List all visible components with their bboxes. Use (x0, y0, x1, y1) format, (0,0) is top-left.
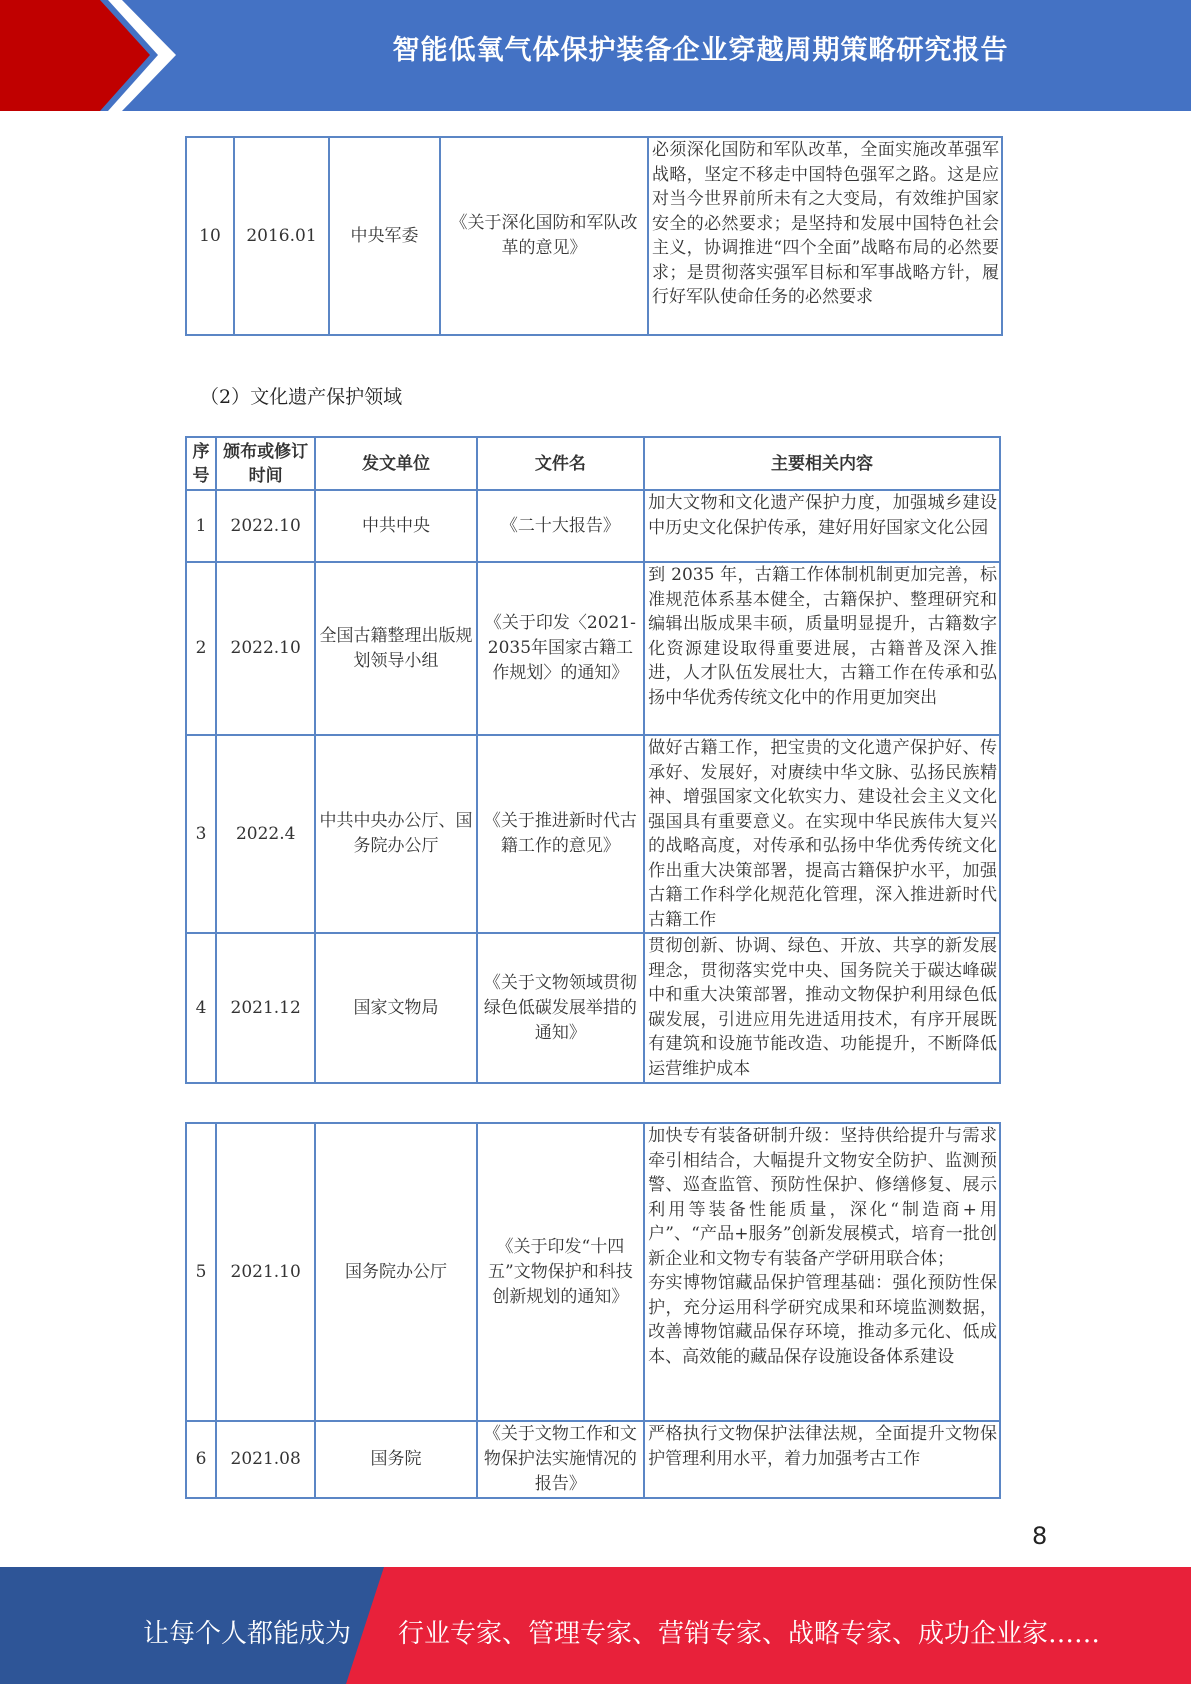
row-number: 5 (186, 1123, 216, 1421)
row-number: 3 (186, 735, 216, 933)
row-number: 10 (186, 137, 234, 335)
table-row (186, 1123, 1000, 1421)
report-title: 智能低氧气体保护装备企业穿越周期策略研究报告 (392, 35, 1009, 66)
table-row (186, 562, 1000, 735)
row-document: 《关于印发“十四五”文物保护和科技创新规划的通知》 (477, 1123, 644, 1421)
policy-table-heritage (185, 436, 1001, 1084)
table-header-row (186, 437, 1000, 490)
row-document: 《关于深化国防和军队改革的意见》 (440, 137, 648, 335)
table-row (186, 933, 1000, 1083)
col-header-date: 颁布或修订时间 (216, 437, 315, 490)
policy-table-defense (185, 136, 1003, 336)
row-document: 《关于印发〈2021-2035年国家古籍工作规划〉的通知》 (477, 562, 644, 735)
row-content: 必须深化国防和军队改革，全面实施改革强军战略，坚定不移走中国特色强军之路。这是应对当今世界前所未有之大变局，有效维护国家安全的必然要求；是坚持和发展中国特色社会主义，协调推进“四个全面”战略布局的必然要求；是贯彻落实强军目标和军事战略方针，履行好军队使命任务的必然要求 (648, 137, 1002, 335)
row-org: 国务院 (315, 1421, 476, 1498)
row-org: 全国古籍整理出版规划领导小组 (315, 562, 476, 735)
row-document: 《关于推进新时代古籍工作的意见》 (477, 735, 644, 933)
row-date: 2016.01 (234, 137, 329, 335)
row-date: 2022.4 (216, 735, 315, 933)
content-paragraph: 夯实博物馆藏品保护管理基础：强化预防性保护，充分运用科学研究成果和环境监测数据，改善博物馆藏品保存环境，推动多元化、低成本、高效能的藏品保存设施设备体系建设 (648, 1273, 997, 1367)
row-date: 2021.08 (216, 1421, 315, 1498)
table-clip (185, 1122, 1005, 1494)
row-number: 6 (186, 1421, 216, 1498)
col-header-document: 文件名 (477, 437, 644, 490)
table-row (186, 137, 1002, 335)
table-row (186, 490, 1000, 562)
row-content: 做好古籍工作，把宝贵的文化遗产保护好、传承好、发展好，对赓续中华文脉、弘扬民族精神、增强国家文化软实力、建设社会主义文化强国具有重要意义。在实现中华民族伟大复兴的战略高度，对传承和弘扬中华优秀传统文化作出重大决策部署，提高古籍保护水平，加强古籍工作科学化规范化管理，深入推进新时代古籍工作 (644, 735, 1000, 933)
table-row (186, 1421, 1000, 1498)
table-row (186, 735, 1000, 933)
row-date: 2021.12 (216, 933, 315, 1083)
row-org: 中央军委 (329, 137, 440, 335)
row-date: 2022.10 (216, 490, 315, 562)
row-document: 《二十大报告》 (477, 490, 644, 562)
col-header-content: 主要相关内容 (644, 437, 1000, 490)
row-content: 贯彻创新、协调、绿色、开放、共享的新发展理念，贯彻落实党中央、国务院关于碳达峰碳中和重大决策部署，推动文物保护利用绿色低碳发展，引进应用先进适用技术，有序开展既有建筑和设施节能改造、功能提升，不断降低运营维护成本 (644, 933, 1000, 1083)
row-org: 国家文物局 (315, 933, 476, 1083)
row-content (644, 1123, 1000, 1421)
page-number: 8 (1032, 1522, 1048, 1550)
table-clip (185, 436, 1005, 1084)
row-number: 4 (186, 933, 216, 1083)
policy-table-heritage-continued (185, 1122, 1001, 1499)
page-header (0, 0, 1191, 111)
row-document: 《关于文物工作和文物保护法实施情况的报告》 (477, 1421, 644, 1498)
content-paragraph: 加快专有装备研制升级：坚持供给提升与需求牵引相结合，大幅提升文物安全防护、监测预警、巡查监管、预防性保护、修缮修复、展示利用等装备性能质量，深化“制造商+用户”、“产品+服务”创新发展模式，培育一批创新企业和文物专有装备产学研用联合体； (648, 1126, 997, 1269)
row-org: 中共中央 (315, 490, 476, 562)
row-content: 到 2035 年，古籍工作体制机制更加完善，标准规范体系基本健全，古籍保护、整理研究和编辑出版成果丰硕，质量明显提升，古籍数字化资源建设取得重要进展，古籍普及深入推进，人才队伍发展壮大，古籍工作在传承和弘扬中华优秀传统文化中的作用更加突出 (644, 562, 1000, 735)
row-number: 1 (186, 490, 216, 562)
section-heading: （2）文化遗产保护领域 (200, 386, 403, 408)
row-number: 2 (186, 562, 216, 735)
row-content: 严格执行文物保护法律法规，全面提升文物保护管理利用水平，着力加强考古工作 (644, 1421, 1000, 1498)
col-header-org: 发文单位 (315, 437, 476, 490)
row-date: 2022.10 (216, 562, 315, 735)
row-date: 2021.10 (216, 1123, 315, 1421)
row-content: 加大文物和文化遗产保护力度，加强城乡建设中历史文化保护传承，建好用好国家文化公园 (644, 490, 1000, 562)
row-org: 中共中央办公厅、国务院办公厅 (315, 735, 476, 933)
row-org: 国务院办公厅 (315, 1123, 476, 1421)
footer-slogan-right: 行业专家、管理专家、营销专家、战略专家、成功企业家…… (398, 1619, 1101, 1649)
row-document: 《关于文物领域贯彻绿色低碳发展举措的通知》 (477, 933, 644, 1083)
footer-slogan-left: 让每个人都能成为 (143, 1619, 352, 1649)
col-header-number: 序号 (186, 437, 216, 490)
